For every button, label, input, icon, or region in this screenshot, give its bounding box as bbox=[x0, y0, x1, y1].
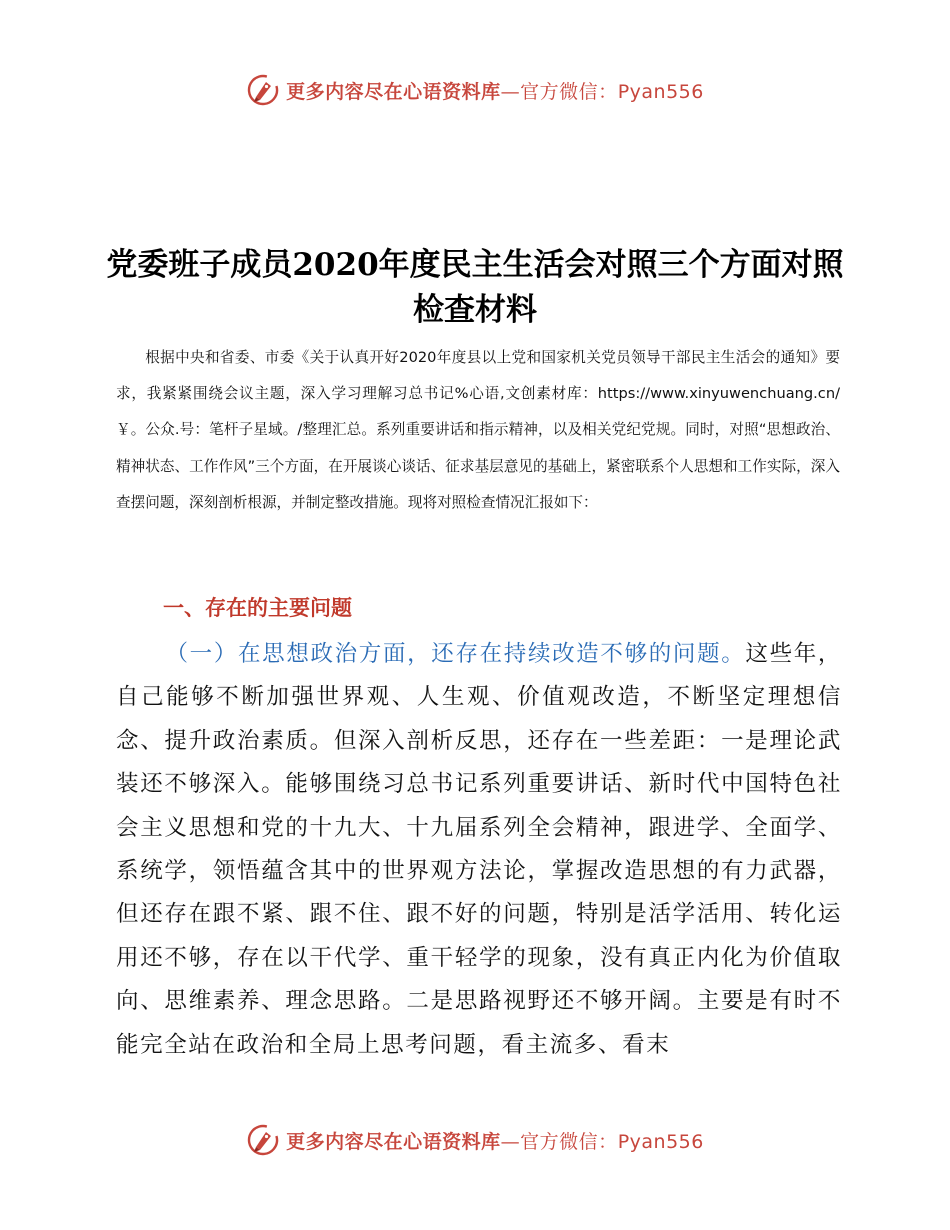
footer-watermark bbox=[0, 1120, 950, 1160]
watermark-text bbox=[286, 1127, 704, 1154]
watermark-account: Pyan556 bbox=[617, 80, 704, 103]
watermark-main: 更多内容尽在心语资料库 bbox=[286, 80, 501, 103]
body-paragraph bbox=[116, 633, 842, 1067]
pen-nib-logo-icon bbox=[246, 1123, 280, 1157]
section-heading: 一、存在的主要问题 bbox=[163, 596, 352, 620]
watermark-separator: — bbox=[500, 80, 521, 103]
subsection-body: 这些年，自己能够不断加强世界观、人生观、价值观改造，不断坚定理想信念、提升政治素质。但深入剖析反思，还存在一些差距：一是理论武装还不够深入。能够围绕习总书记系列重要讲话、新时代中国特色社会主义思想和党的十九大、十九届系列全会精神，跟进学、全面学、系统学，领悟蕴含其中的世界观方法论，掌握改造思想的有力武器，但还存在跟不紧、跟不住、跟不好的问题，特别是活学活用、转化运用还不够，存在以干代学、重干轻学的现象，没有真正内化为价值取向、思维素养、理念思路。二是思路视野还不够开阔。主要是有时不能完全站在政治和全局上思考问题，看主流多、看末 bbox=[116, 641, 842, 1058]
header-watermark bbox=[0, 70, 950, 110]
pen-nib-logo-icon bbox=[246, 73, 280, 107]
watermark-text bbox=[286, 77, 704, 104]
watermark-official: 官方微信： bbox=[520, 1130, 618, 1153]
intro-paragraph: 根据中央和省委、市委《关于认真开好2020年度县以上党和国家机关党员领导干部民主生活会的通知》要求，我紧紧围绕会议主题，深入学习理解习总书记%心语,文创素材库：https://www.xinyuwenchuang.cn/￥。公众.号：笔杆子星域。/整理汇总。系列重要讲话和指示精神，以及相关党纪党规。同时，对照“思想政治、精神状态、工作作风”三个方面，在开展谈心谈话、征求基层意见的基础上，紧密联系个人思想和工作实际，深入查摆问题，深刻剖析根源，并制定整改措施。现将对照检查情况汇报如下： bbox=[116, 349, 840, 511]
watermark-account: Pyan556 bbox=[617, 1130, 704, 1153]
document-title: 党委班子成员2020年度民主生活会对照三个方面对照检查材料 bbox=[106, 246, 844, 328]
watermark-separator: — bbox=[500, 1130, 521, 1153]
watermark-official: 官方微信： bbox=[520, 80, 618, 103]
watermark-main: 更多内容尽在心语资料库 bbox=[286, 1130, 501, 1153]
subsection-heading: （一）在思想政治方面，还存在持续改造不够的问题。 bbox=[165, 641, 746, 667]
